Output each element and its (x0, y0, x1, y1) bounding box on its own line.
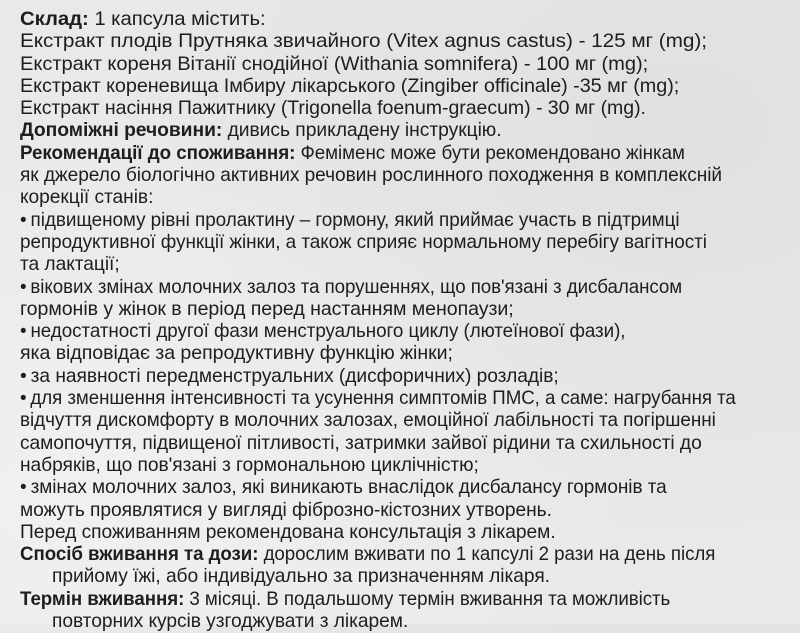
auxiliary-text: дивись прикладену інструкцію. (222, 120, 502, 142)
ingredient-line: Екстракт плодів Прутняка звичайного (Vitex agnus castus) - 125 мг (mg); (20, 31, 707, 53)
condition-line: відчуття дискомфорту в молочних залозах, емоційної лабільності та погіршенні (20, 410, 716, 432)
condition-item: • за наявності передменструальних (дисфоричних) розладів; (20, 366, 790, 388)
consultation-note: Перед споживанням рекомендована консультація з лікарем. (20, 521, 556, 543)
composition-intro: 1 капсула містить: (88, 9, 266, 30)
ingredient-line: Екстракт кореневища Імбиру лікарського (Zingiber officinale) -35 мг (mg); (20, 75, 680, 97)
recommendations-lead-line: корекції станів: (20, 187, 154, 209)
dosage-text: дорослим вживати по 1 капсулі 2 рази на день після (258, 544, 716, 566)
ingredient-line: Екстракт насіння Пажитнику (Trigonella foenum-graecum) - 30 мг (mg). (20, 98, 646, 120)
recommendations-heading: Рекомендації до споживання: (20, 142, 296, 164)
composition-heading: Склад: (20, 9, 89, 30)
condition-line: та лактації; (20, 254, 120, 276)
condition-line: самопочуття, підвищеної пітливості, затримки зайвої рідини та схильності до (20, 432, 702, 454)
ingredient-line: Екстракт кореня Вітанії снодійної (Withania somnifera) - 100 мг (mg); (20, 53, 649, 75)
dosage-continuation: прийому їжі, або індивідуально за призначенням лікаря. (52, 566, 550, 588)
dosage-line (20, 544, 771, 566)
term-text: 3 місяці. В подальшому термін вживання та можливість (184, 588, 671, 610)
condition-line: репродуктивної функції жінки, а також сприяє нормальному перебігу вагітності (20, 231, 707, 253)
condition-item: • для зменшення інтенсивності та усунення симптомів ПМС, а саме: нагрубання та (20, 388, 771, 410)
term-line (20, 589, 771, 611)
condition-line: яка відповідає за репродуктивну функцію жінки; (20, 343, 453, 365)
dosage-heading: Спосіб вживання та дози: (20, 544, 259, 566)
condition-item: • підвищеному рівні пролактину – гормону, який приймає участь в підтримці (20, 210, 778, 232)
condition-item: • недостатності другої фази менструального циклу (лютеїнової фази), (20, 321, 775, 343)
recommendations-lead: Феміменс може бути рекомендовано жінкам (295, 142, 685, 164)
condition-item: • змінах молочних залоз, які виникають внаслідок дисбалансу гормонів та (20, 477, 782, 499)
recommendations-lead-line: як джерело біологічно активних речовин рослинного походження в комплексній (20, 165, 723, 187)
composition-line (20, 9, 800, 31)
condition-line: можуть проявлятися у вигляді фіброзно-кістозних утворень. (20, 499, 552, 521)
auxiliary-heading: Допоміжні речовини: (20, 120, 223, 142)
condition-line: набряків, що пов'язані з гормональною циклічністю; (20, 454, 479, 476)
condition-item: • вікових змінах молочних залоз та порушеннях, що пов'язані з дисбалансом (20, 277, 771, 299)
condition-line: гормонів у жінок в період перед настанням менопаузи; (20, 298, 514, 320)
term-continuation: повторних курсів узгоджувати з лікарем. (52, 611, 409, 633)
term-heading: Термін вживання: (20, 588, 185, 610)
recommendations-line (20, 143, 775, 165)
auxiliary-line (20, 120, 794, 142)
